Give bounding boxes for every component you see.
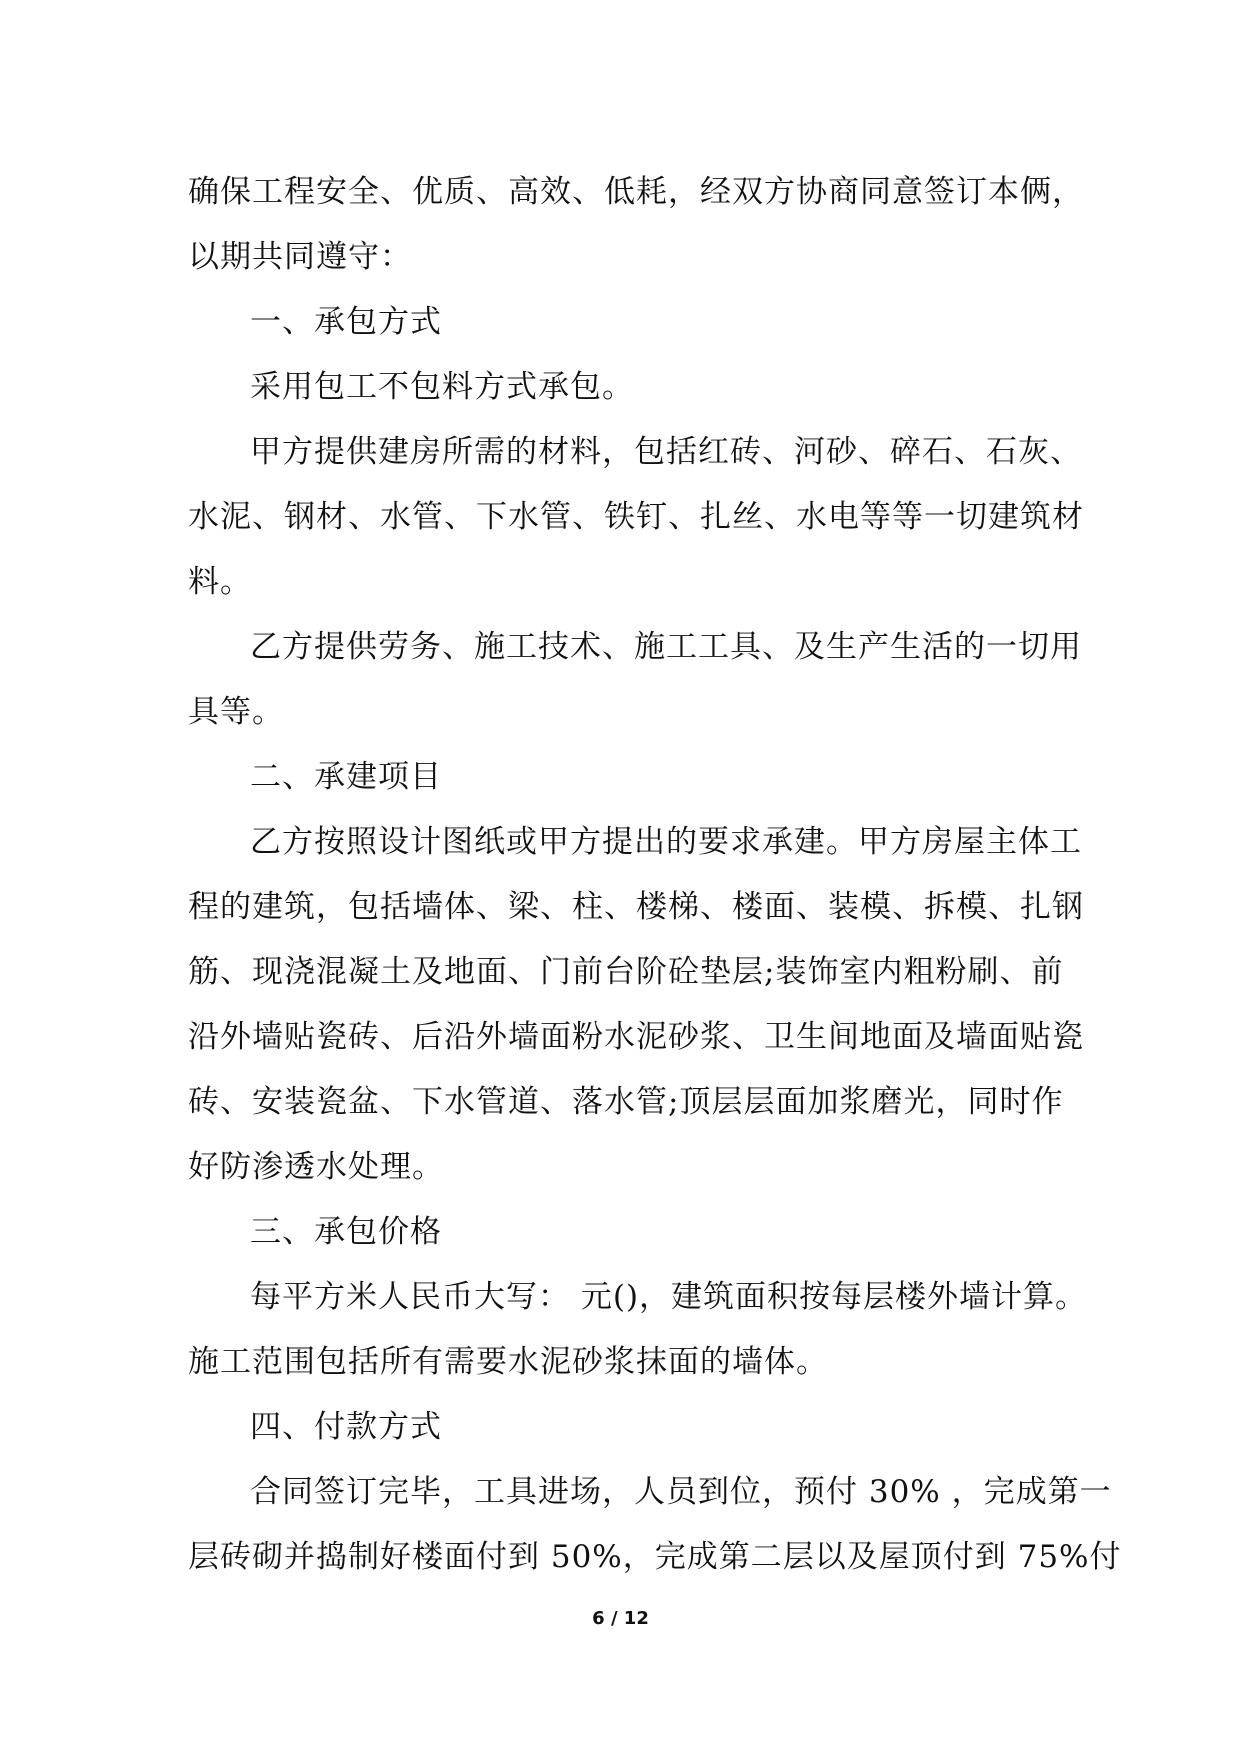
text-line: 具等。 (188, 694, 284, 730)
text-line: 甲方提供建房所需的材料，包括红砖、河砂、碎石、石灰、 (250, 434, 1082, 470)
text-line: 筋、现浇混凝土及地面、门前台阶砼垫层;装饰室内粗粉刷、前 (188, 954, 1064, 990)
text-line: 层砖砌并捣制好楼面付到 50%，完成第二层以及屋顶付到 75%付 (188, 1539, 1122, 1575)
text-line: 料。 (188, 564, 252, 600)
text-line: 施工范围包括所有需要水泥砂浆抹面的墙体。 (188, 1344, 828, 1380)
section-heading: 一、承包方式 (250, 304, 442, 340)
text-line: 好防渗透水处理。 (188, 1149, 444, 1185)
text-line: 确保工程安全、优质、高效、低耗，经双方协商同意签订本俩， (188, 174, 1084, 210)
text-line: 砖、安装瓷盆、下水管道、落水管;顶层层面加浆磨光，同时作 (188, 1084, 1064, 1120)
section-heading: 二、承建项目 (250, 759, 442, 795)
page-number: 6 / 12 (592, 1608, 649, 1629)
text-line: 沿外墙贴瓷砖、后沿外墙面粉水泥砂浆、卫生间地面及墙面贴瓷 (188, 1019, 1084, 1055)
text-line: 合同签订完毕，工具进场，人员到位，预付 30% ，完成第一 (250, 1474, 1112, 1510)
text-line: 水泥、钢材、水管、下水管、铁钉、扎丝、水电等等一切建筑材 (188, 499, 1084, 535)
text-line: 每平方米人民币大写： 元()，建筑面积按每层楼外墙计算。 (250, 1279, 1088, 1315)
text-line: 采用包工不包料方式承包。 (250, 369, 634, 405)
text-line: 以期共同遵守： (188, 239, 412, 275)
text-line: 程的建筑，包括墙体、梁、柱、楼梯、楼面、装模、拆模、扎钢 (188, 889, 1084, 925)
section-heading: 三、承包价格 (250, 1214, 442, 1250)
section-heading: 四、付款方式 (250, 1409, 442, 1445)
text-line: 乙方提供劳务、施工技术、施工工具、及生产生活的一切用 (250, 629, 1082, 665)
text-line: 乙方按照设计图纸或甲方提出的要求承建。甲方房屋主体工 (250, 824, 1082, 860)
document-body (188, 160, 1122, 1590)
